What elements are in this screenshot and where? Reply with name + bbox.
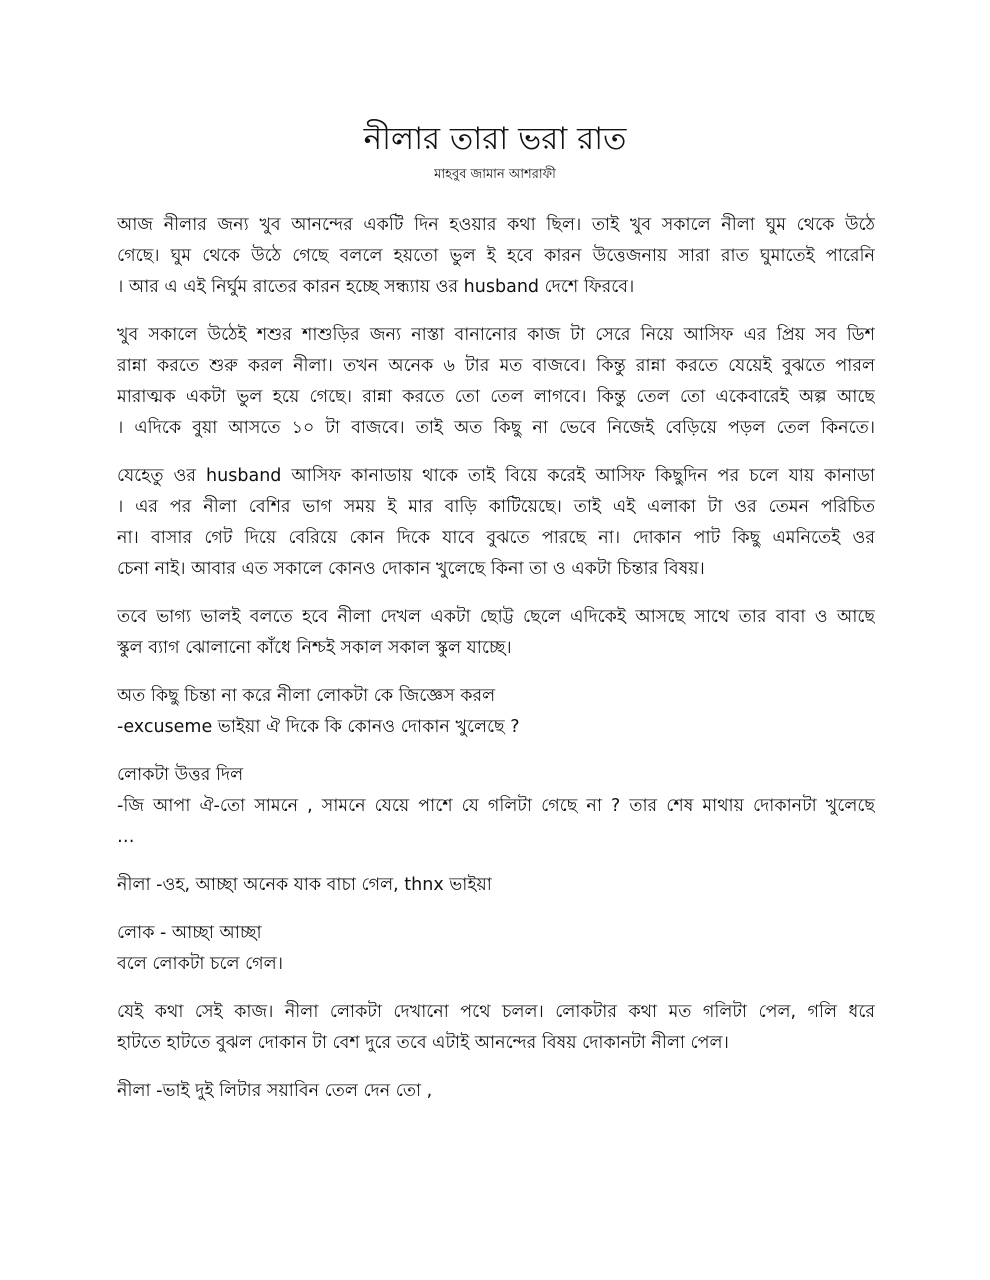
author-name: মাহবুব জামান আশরাফী [434,167,556,182]
paragraph [117,918,875,980]
text-line: যেহেতু ওর husband আসিফ কানাডায় থাকে তাই বিয়ে করেই আসিফ কিছুদিন পর চলে যায় কানাডা [117,466,875,486]
text-line: মারাত্মক একটা ভুল হয়ে গেছে। রান্না করতে তো তেল লাগবে। কিন্তু তেল তো একেবারেই অল্প আছে [117,387,875,407]
text-line: রান্না করতে শুরু করল নীলা। তখন অনেক ৬ টার মত বাজবে। কিন্তু রান্না করতে যেয়েই বুঝতে পারল [117,356,875,376]
text-line: তবে ভাগ্য ভালই বলতে হবে নীলা দেখল একটা ছোট্ট ছেলে এদিকেই আসছে সাথে তার বাবা ও আছে [117,607,875,627]
text-line: বলে লোকটা চলে গেল। [117,954,283,974]
paragraph [117,997,875,1059]
text-line: -excuseme ভাইয়া ঐ দিকে কি কোনও দোকান খুলেছে ? [117,717,520,737]
story-body [117,210,875,1124]
text-line: না। বাসার গেট দিয়ে বেরিয়ে কোন দিকে যাবে বুঝতে পারছে না। দোকান পাট কিছু এমনিতেই ওর [117,528,875,548]
paragraph [117,210,875,303]
text-line: আজ নীলার জন্য খুব আনন্দের একটি দিন হওয়ার কথা ছিল। তাই খুব সকালে নীলা ঘুম থেকে উঠে [117,215,875,235]
text-line: হাটতে হাটতে বুঝল দোকান টা বেশ দুরে তবে এটাই আনন্দের বিষয় দোকানটা নীলা পেল। [117,1033,729,1053]
text-line: গেছে। ঘুম থেকে উঠে গেছে বললে হয়তো ভুল ই হবে কারন উত্তেজনায় সারা রাত ঘুমাতেই পারেনি [117,246,875,266]
text-line: লোকটা উত্তর দিল [117,765,244,785]
text-line: -জি আপা ঐ-তো সামনে , সামনে যেয়ে পাশে যে গলিটা গেছে না ? তার শেষ মাথায় দোকানটা খুলেছে [117,796,875,816]
paragraph [117,681,875,743]
text-line: চেনা নাই। আবার এত সকালে কোনও দোকান খুলেছে কিনা তা ও একটা চিন্তার বিষয়। [117,559,705,579]
text-line: স্কুল ব্যাগ ঝোলানো কাঁধে নিশ্চই সকাল সকাল স্কুল যাচ্ছে। [117,638,512,658]
paragraph [117,461,875,585]
text-line: । এদিকে বুয়া আসতে ১০ টা বাজবে। তাই অত কিছু না ভেবে নিজেই বেড়িয়ে পড়ল তেল কিনতে। [117,418,875,438]
text-line: লোক - আচ্ছা আচ্ছা [117,923,262,943]
paragraph [117,320,875,444]
paragraph [117,1076,875,1107]
text-line: নীলা -ওহ, আচ্ছা অনেক যাক বাচা গেল, thnx ভাইয়া [117,875,492,895]
text-line: যেই কথা সেই কাজ। নীলা লোকটা দেখানো পথে চলল। লোকটার কথা মত গলিটা পেল, গলি ধরে [117,1002,875,1022]
text-line: । এর পর নীলা বেশির ভাগ সময় ই মার বাড়ি কাটিয়েছে। তাই এই এলাকা টা ওর তেমন পরিচিত [117,497,875,517]
story-title: নীলার তারা ভরা রাত [363,121,627,157]
text-line: নীলা -ভাই দুই লিটার সয়াবিন তেল দেন তো , [117,1081,433,1101]
paragraph [117,760,875,853]
text-line: অত কিছু চিন্তা না করে নীলা লোকটা কে জিজ্ঞেস করল [117,686,496,706]
text-line: । আর এ এই নির্ঘুম রাতের কারন হচ্ছে সন্ধ্যায় ওর husband দেশে ফিরবে। [117,277,635,297]
paragraph [117,602,875,664]
text-line: খুব সকালে উঠেই শশুর শাশুড়ির জন্য নাস্তা বানানোর কাজ টা সেরে নিয়ে আসিফ এর প্রিয় সব ডিশ [117,325,875,345]
text-line: … [117,827,135,847]
paragraph [117,870,875,901]
